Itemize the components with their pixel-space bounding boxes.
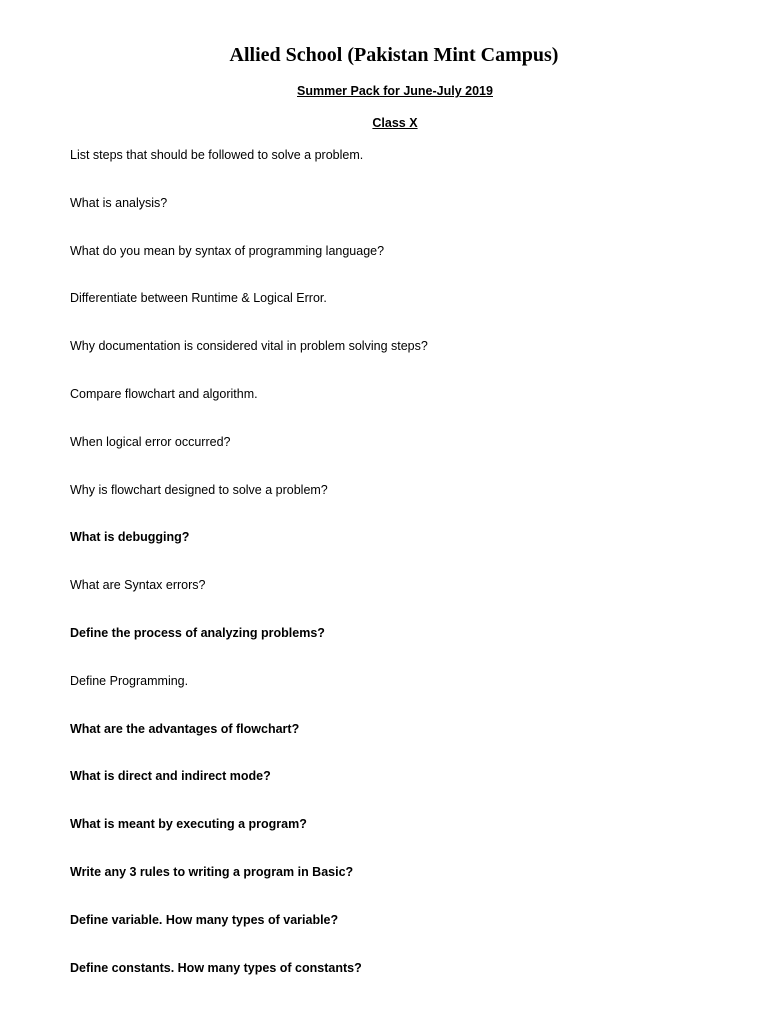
question-item: What is debugging? [70, 530, 190, 545]
question-item: List steps that should be followed to solve a problem. [70, 148, 364, 162]
question-item: What is direct and indirect mode? [70, 769, 271, 784]
question-item: Define Programming. [70, 673, 189, 688]
question-item: Define constants. How many types of constants? [70, 960, 362, 975]
question-item: What do you mean by syntax of programming language? [70, 243, 385, 258]
question-item: Compare flowchart and algorithm. [70, 386, 258, 401]
question-item: What are Syntax errors? [70, 578, 206, 593]
question-item: When logical error occurred? [70, 434, 231, 449]
school-title: Allied School (Pakistan Mint Campus) [229, 44, 559, 66]
question-item: Define variable. How many types of variable? [70, 912, 339, 927]
question-item: What is analysis? [70, 195, 168, 210]
question-item: Define the process of analyzing problems? [70, 625, 325, 640]
question-item: Why is flowchart designed to solve a problem? [70, 482, 328, 497]
question-list [70, 147, 428, 1007]
question-item: Why documentation is considered vital in problem solving steps? [70, 339, 428, 354]
question-item: Write any 3 rules to writing a program in Basic? [70, 864, 354, 879]
question-item: What is meant by executing a program? [70, 817, 307, 832]
summer-pack-heading: Summer Pack for June-July 2019 [297, 84, 493, 98]
question-item: Differentiate between Runtime & Logical Error. [70, 291, 327, 306]
question-item: What are the advantages of flowchart? [70, 721, 300, 736]
class-heading: Class X [372, 116, 418, 130]
